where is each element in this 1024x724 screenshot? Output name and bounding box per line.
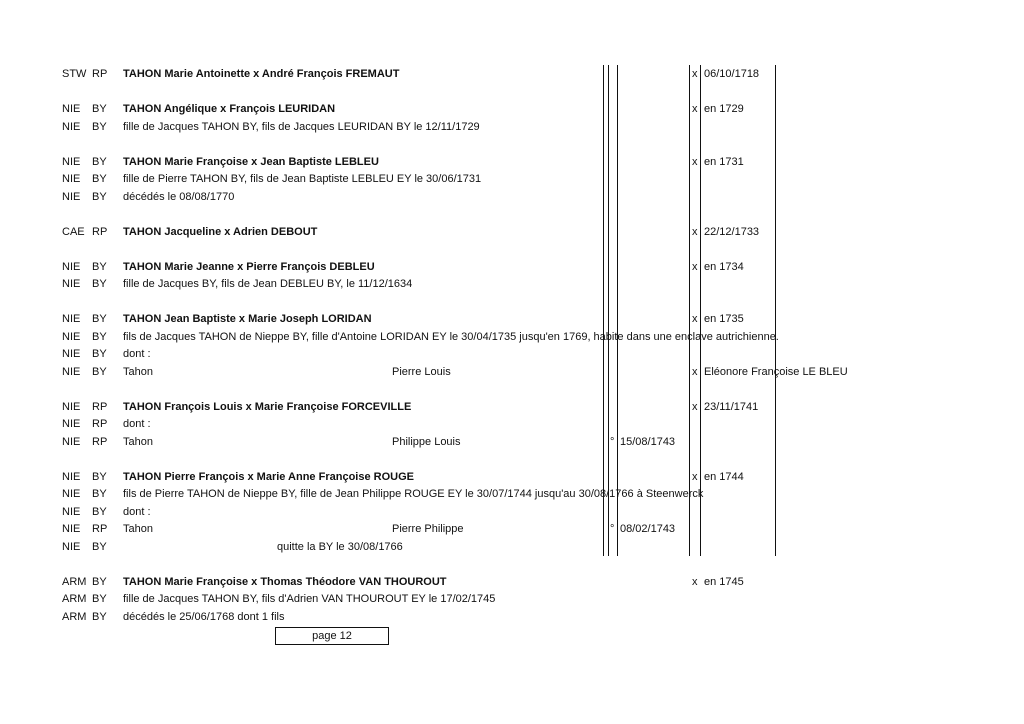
place-code: ARM: [62, 575, 87, 588]
register-code: BY: [92, 103, 107, 115]
marriage-mark: x: [692, 225, 698, 238]
couple-names: TAHON Marie Jeanne x Pierre François DEBLEU: [123, 260, 375, 273]
marriage-value: en 1745: [704, 575, 744, 588]
place-code: NIE: [62, 103, 81, 115]
register-code: BY: [92, 278, 107, 290]
couple-names: TAHON Angélique x François LEURIDAN: [123, 103, 336, 115]
register-code: BY: [92, 505, 107, 518]
couple-names: TAHON Marie Françoise x Jean Baptiste LEBLEU: [123, 155, 379, 168]
birth-mark: °: [610, 435, 615, 448]
marriage-mark: x: [692, 365, 698, 378]
entry-text: fille de Pierre TAHON BY, fils de Jean Baptiste LEBLEU EY le 30/06/1731: [123, 173, 482, 185]
entry-line-child: [0, 521, 1024, 539]
entry-text: décédés le 25/06/1768 dont 1 fils: [123, 610, 285, 623]
place-code: ARM: [62, 610, 87, 623]
register-code: RP: [92, 523, 108, 535]
register-code: RP: [92, 225, 108, 238]
place-code: STW: [62, 68, 87, 80]
child-surname: Tahon: [123, 523, 153, 535]
entry-text: fille de Jacques TAHON BY, fils de Jacques LEURIDAN BY le 12/11/1729: [123, 120, 480, 133]
entry-line-detail: [0, 486, 1024, 504]
marriage-mark: x: [692, 155, 698, 168]
marriage-value: en 1734: [704, 260, 744, 273]
place-code: NIE: [62, 260, 81, 273]
entry-line-note: [0, 539, 1024, 557]
register-code: BY: [92, 330, 107, 343]
entry-line-couple: [0, 66, 1024, 84]
register-code: BY: [92, 540, 107, 553]
entry-line-detail: [0, 189, 1024, 207]
entry-text: fille de Jacques BY, fils de Jean DEBLEU BY, le 11/12/1634: [123, 278, 413, 290]
entry-line-detail: [0, 416, 1024, 434]
entry-text: dont :: [123, 418, 151, 430]
place-code: NIE: [62, 540, 81, 553]
child-surname: Tahon: [123, 435, 153, 448]
register-code: RP: [92, 400, 108, 413]
entry-line-detail: [0, 591, 1024, 609]
place-code: NIE: [62, 278, 81, 290]
place-code: NIE: [62, 435, 81, 448]
register-code: BY: [92, 120, 107, 133]
entry-line-detail: [0, 119, 1024, 137]
couple-names: TAHON Marie Françoise x Thomas Théodore VAN THOUROUT: [123, 575, 447, 588]
place-code: CAE: [62, 225, 85, 238]
place-code: NIE: [62, 155, 81, 168]
register-code: BY: [92, 575, 107, 588]
entry-line-detail: [0, 329, 1024, 347]
marriage-mark: x: [692, 103, 698, 115]
marriage-value: 06/10/1718: [704, 68, 760, 80]
marriage-value: en 1735: [704, 313, 744, 325]
register-code: BY: [92, 488, 107, 500]
entry-line-couple: [0, 101, 1024, 119]
register-code: RP: [92, 418, 108, 430]
child-surname: Tahon: [123, 365, 153, 378]
entry-line-couple: [0, 259, 1024, 277]
register-code: RP: [92, 435, 108, 448]
couple-names: TAHON Pierre François x Marie Anne Françoise ROUGE: [123, 470, 414, 483]
place-code: NIE: [62, 330, 81, 343]
marriage-value: Eléonore Françoise LE BLEU: [704, 365, 848, 378]
marriage-value: en 1731: [704, 155, 744, 168]
place-code: NIE: [62, 173, 81, 185]
place-code: NIE: [62, 120, 81, 133]
entry-text: dont :: [123, 348, 151, 360]
entry-line-detail: [0, 276, 1024, 294]
marriage-mark: x: [692, 260, 698, 273]
page-number-box: page 12: [275, 627, 389, 645]
child-given-names: Pierre Philippe: [392, 523, 464, 535]
entry-line-couple: [0, 311, 1024, 329]
entry-line-detail: [0, 171, 1024, 189]
entry-line-detail: [0, 346, 1024, 364]
register-code: BY: [92, 173, 107, 185]
entry-line-couple: [0, 399, 1024, 417]
entry-line-child: [0, 434, 1024, 452]
marriage-value: 23/11/1741: [704, 400, 759, 413]
register-code: BY: [92, 190, 107, 203]
marriage-mark: x: [692, 400, 698, 413]
child-given-names: Pierre Louis: [392, 365, 451, 378]
couple-names: TAHON François Louis x Marie Françoise FORCEVILLE: [123, 400, 412, 413]
couple-names: TAHON Jean Baptiste x Marie Joseph LORIDAN: [123, 313, 372, 325]
entry-line-detail: [0, 609, 1024, 627]
entry-text: dont :: [123, 505, 151, 518]
couple-names: TAHON Marie Antoinette x André François FREMAUT: [123, 68, 400, 80]
place-code: NIE: [62, 418, 81, 430]
register-code: BY: [92, 470, 107, 483]
entry-text: fille de Jacques TAHON BY, fils d'Adrien VAN THOUROUT EY le 17/02/1745: [123, 593, 496, 605]
place-code: NIE: [62, 313, 81, 325]
entry-line-couple: [0, 574, 1024, 592]
entry-line-couple: [0, 224, 1024, 242]
entry-line-child: [0, 364, 1024, 382]
register-code: BY: [92, 260, 107, 273]
couple-names: TAHON Jacqueline x Adrien DEBOUT: [123, 225, 318, 238]
birth-date: 15/08/1743: [620, 435, 676, 448]
entry-line-couple: [0, 469, 1024, 487]
place-code: NIE: [62, 400, 81, 413]
register-code: BY: [92, 593, 107, 605]
register-code: RP: [92, 68, 108, 80]
place-code: NIE: [62, 190, 81, 203]
entry-line-couple: [0, 154, 1024, 172]
marriage-mark: x: [692, 68, 698, 80]
entry-text: décédés le 08/08/1770: [123, 190, 235, 203]
register-code: BY: [92, 365, 107, 378]
place-code: NIE: [62, 488, 81, 500]
register-code: BY: [92, 313, 107, 325]
entry-text: fils de Jacques TAHON de Nieppe BY, fille d'Antoine LORIDAN EY le 30/04/1735 jusqu'en 1769, habite dans une enclave autrichienne.: [123, 330, 779, 343]
child-given-names: Philippe Louis: [392, 435, 461, 448]
birth-mark: °: [610, 523, 615, 535]
register-code: BY: [92, 348, 107, 360]
place-code: NIE: [62, 348, 81, 360]
marriage-mark: x: [692, 313, 698, 325]
place-code: NIE: [62, 470, 81, 483]
place-code: NIE: [62, 523, 81, 535]
marriage-value: en 1744: [704, 470, 744, 483]
place-code: ARM: [62, 593, 87, 605]
entry-note: quitte la BY le 30/08/1766: [277, 540, 403, 553]
marriage-value: 22/12/1733: [704, 225, 760, 238]
place-code: NIE: [62, 365, 81, 378]
marriage-mark: x: [692, 575, 698, 588]
marriage-value: en 1729: [704, 103, 744, 115]
marriage-mark: x: [692, 470, 698, 483]
entry-line-detail: [0, 504, 1024, 522]
birth-date: 08/02/1743: [620, 523, 676, 535]
entry-text: fils de Pierre TAHON de Nieppe BY, fille de Jean Philippe ROUGE EY le 30/07/1744 jusqu'au 30/08/1766 à Steenwerck: [123, 488, 704, 500]
register-code: BY: [92, 155, 107, 168]
place-code: NIE: [62, 505, 81, 518]
register-code: BY: [92, 610, 107, 623]
